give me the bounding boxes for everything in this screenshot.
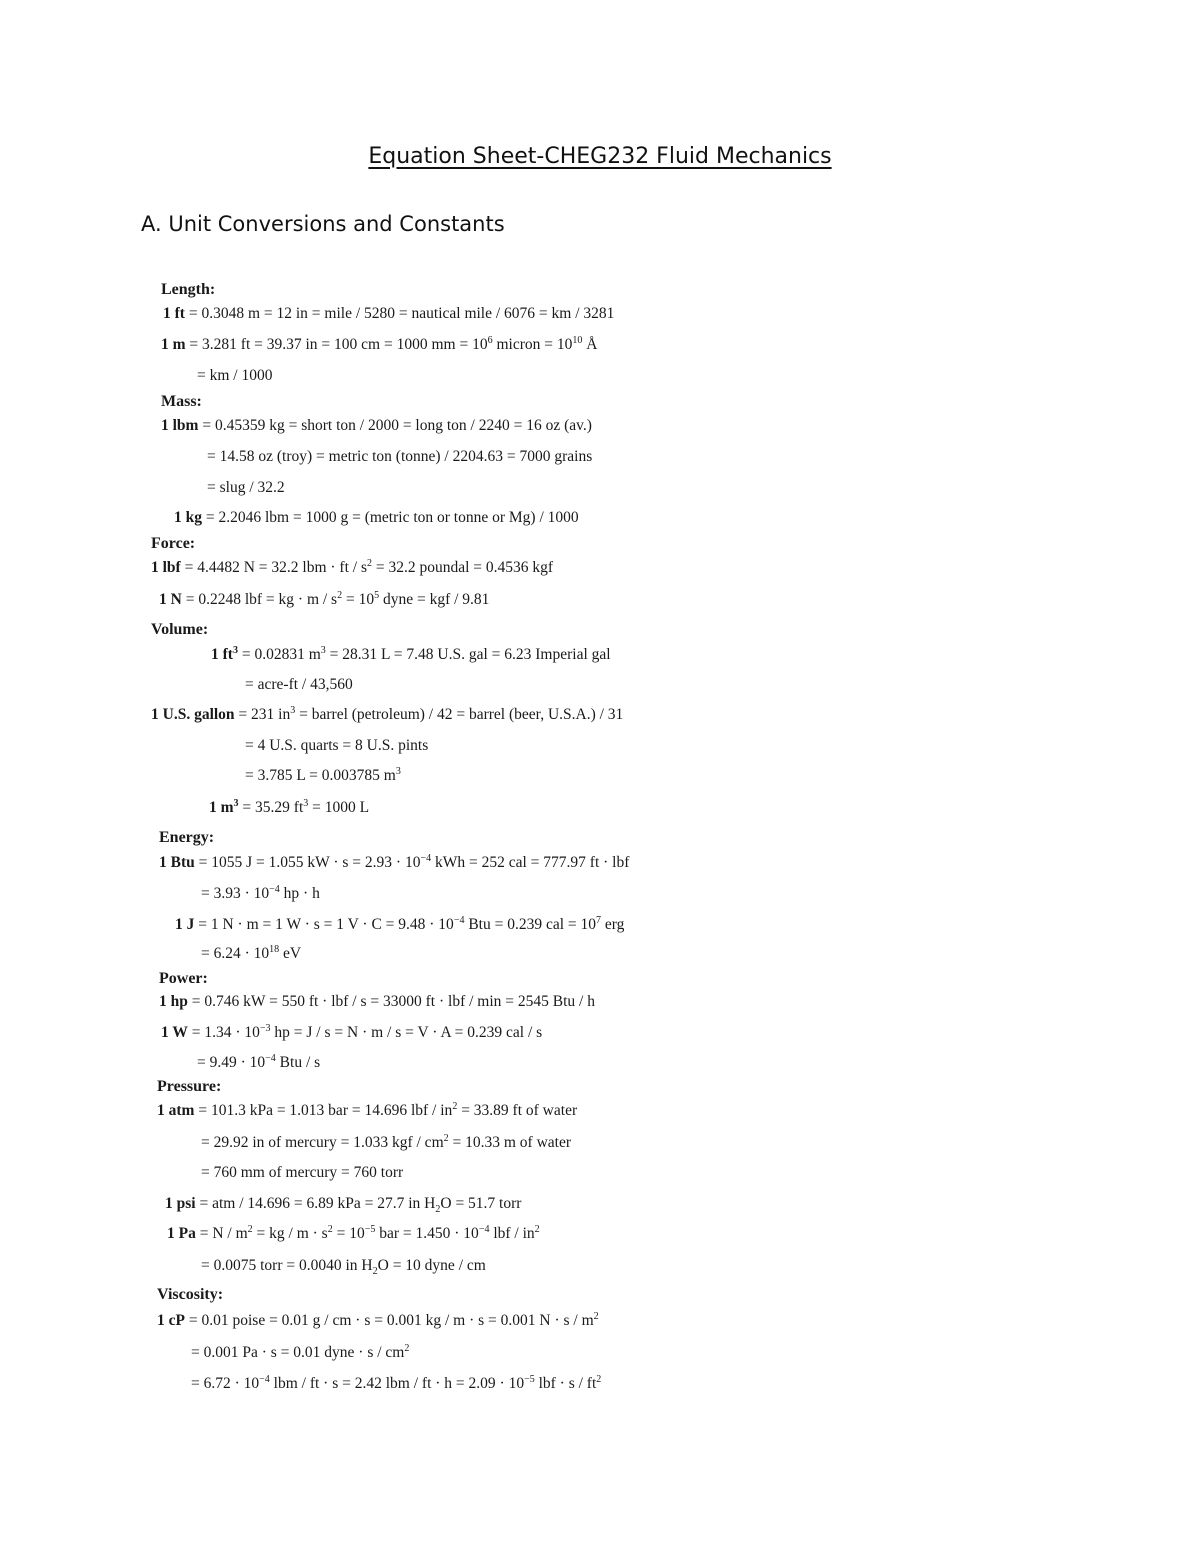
unit-label: 1 W [161,1024,188,1041]
equation-text: erg [601,916,625,933]
exponent: −5 [524,1373,535,1385]
conversion-line [201,945,301,963]
exponent: −5 [364,1223,376,1235]
equation-text: lbf · s / ft [534,1375,597,1392]
conversion-line [201,1134,571,1152]
conversion-line [161,1024,542,1042]
equation-text: O = 10 dyne / cm [377,1257,486,1274]
exponent: 2 [366,557,372,569]
equation-text: = km / 1000 [197,367,273,384]
exponent: −4 [420,852,432,864]
equation-text: = 3.281 ft = 39.37 in = 100 cm = 1000 mm = 10 [185,336,488,353]
conversion-line [207,448,592,466]
category-length: Length: [161,281,216,298]
conversion-line [209,799,369,817]
equation-text: = 0.0075 torr = 0.0040 in H [201,1257,373,1274]
unit-label: 1 N [159,591,182,608]
equation-text: = 101.3 kPa = 1.013 bar = 14.696 lbf / in [194,1102,453,1119]
equation-text: = 9.49 · 10 [197,1054,266,1071]
conversion-line [197,367,272,385]
equation-text: = 1000 L [308,799,370,816]
exponent: 2 [596,1373,602,1385]
exponent: 3 [232,644,238,656]
unit-label: 1 U.S. gallon [151,706,235,723]
equation-text: lbm / ft · s = 2.42 lbm / ft · h = 2.09 · 10 [269,1375,525,1392]
unit-label: 1 psi [165,1195,196,1212]
equation-text: = slug / 32.2 [207,479,285,496]
unit-label: 1 Btu [159,854,195,871]
exponent: 3 [303,797,309,809]
conversion-line [191,1375,601,1393]
unit-label: 1 ft [163,305,185,322]
equation-text: Å [582,336,598,353]
category-energy: Energy: [159,829,215,846]
unit-label: 1 m [209,799,234,816]
conversion-line [245,767,401,785]
equation-text: = 2.2046 lbm = 1000 g = (metric ton or tonne or Mg) / 1000 [202,509,579,526]
unit-label: 1 kg [174,509,202,526]
equation-text: bar = 1.450 · 10 [375,1225,479,1242]
subscript: 2 [372,1266,378,1278]
exponent: 3 [290,704,296,716]
unit-label: 1 ft [211,646,233,663]
unit-label: 1 cP [157,1312,185,1329]
equation-text: = 0.01 poise = 0.01 g / cm · s = 0.001 kg / m · s = 0.001 N · s / m [184,1312,594,1329]
conversion-line [165,1195,522,1216]
exponent: 2 [534,1223,540,1235]
equation-text: = 33.89 ft of water [457,1102,578,1119]
exponent: −4 [478,1223,490,1235]
equation-text: = 6.24 · 10 [201,945,270,962]
conversion-line [157,1102,577,1120]
conversion-line [245,676,353,694]
unit-label: 1 hp [159,993,188,1010]
category-volume: Volume: [151,621,209,638]
equation-text: = 1 N · m = 1 W · s = 1 V · C = 9.48 · 10 [194,916,454,933]
exponent: 3 [395,765,401,777]
conversion-line [163,305,614,323]
equation-text: = 1055 J = 1.055 kW · s = 2.93 · 10 [194,854,421,871]
equation-text: eV [279,945,302,962]
exponent: −4 [269,883,280,895]
equation-text: = 10 [332,1225,365,1242]
equation-text: micron = 10 [492,336,573,353]
equation-text: hp = J / s = N · m / s = V · A = 0.239 cal / s [270,1024,543,1041]
unit-label: 1 lbm [161,417,199,434]
unit-label: 1 lbf [151,559,181,576]
conversion-line [201,1164,403,1182]
unit-label: 1 atm [157,1102,195,1119]
equation-text: = 32.2 poundal = 0.4536 kgf [371,559,554,576]
equation-text: = 0.746 kW = 550 ft · lbf / s = 33000 ft · lbf / min = 2545 Btu / h [187,993,595,1010]
subscript: 2 [435,1204,441,1216]
exponent: 10 [572,334,583,346]
equation-text: = 4.4482 N = 32.2 lbm · ft / s [180,559,367,576]
exponent: 6 [487,334,493,346]
category-viscosity: Viscosity: [157,1286,224,1303]
exponent: 7 [596,914,602,926]
equation-text: = 1.34 · 10 [187,1024,260,1041]
equation-text: = 0.45359 kg = short ton / 2000 = long ton / 2240 = 16 oz (av.) [198,417,592,434]
equation-text: = 10.33 m of water [448,1134,572,1151]
exponent: 2 [404,1342,410,1354]
category-pressure: Pressure: [157,1078,222,1095]
equation-text: = 3.785 L = 0.003785 m [245,767,396,784]
equation-text: hp · h [279,885,320,902]
exponent: 5 [374,589,380,601]
equation-text: = 0.3048 m = 12 in = mile / 5280 = nautical mile / 6076 = km / 3281 [184,305,615,322]
equation-text: O = 51.7 torr [440,1195,522,1212]
conversion-line [245,737,428,755]
exponent: 2 [443,1132,449,1144]
category-power: Power: [159,970,208,987]
conversion-line [211,646,611,664]
equation-text: = 4 U.S. quarts = 8 U.S. pints [245,737,429,754]
exponent: 2 [452,1100,458,1112]
exponent: 2 [327,1223,333,1235]
unit-label: 1 m [161,336,186,353]
equation-text: = 29.92 in of mercury = 1.033 kgf / cm [201,1134,444,1151]
exponent: 18 [269,943,280,955]
exponent: −4 [265,1052,276,1064]
equation-text: = 3.93 · 10 [201,885,270,902]
equation-text: kWh = 252 cal = 777.97 ft · lbf [431,854,630,871]
unit-label: 1 J [175,916,195,933]
conversion-line [151,559,553,577]
conversion-line [151,706,623,724]
equation-text: Btu = 0.239 cal = 10 [464,916,597,933]
equation-text: = kg / m · s [252,1225,328,1242]
section-heading: A. Unit Conversions and Constants [141,212,505,236]
conversion-line [159,993,595,1011]
equation-text: = 6.72 · 10 [191,1375,260,1392]
equation-text: dyne = kgf / 9.81 [379,591,490,608]
conversion-line [175,916,624,934]
equation-text: Btu / s [275,1054,321,1071]
sheet-title: Equation Sheet-CHEG232 Fluid Mechanics [368,144,832,169]
conversion-line [159,591,489,609]
equation-text: = 0.2248 lbf = kg · m / s [181,591,338,608]
exponent: 3 [233,797,239,809]
conversion-line [167,1225,540,1243]
unit-label: 1 Pa [167,1225,196,1242]
conversion-line [159,854,629,872]
equation-text: = barrel (petroleum) / 42 = barrel (beer, U.S.A.) / 31 [295,706,624,723]
conversion-line [191,1344,409,1362]
exponent: 2 [247,1223,253,1235]
conversion-line [174,509,579,527]
category-mass: Mass: [161,393,202,410]
exponent: −4 [453,914,465,926]
conversion-line [201,1257,486,1278]
conversion-line [161,336,597,354]
conversion-line [161,417,592,435]
equation-text: = 10 [342,591,375,608]
equation-text: = 0.001 Pa · s = 0.01 dyne · s / cm [191,1344,405,1361]
equation-text: = 231 in [234,706,291,723]
exponent: 2 [337,589,343,601]
equation-text: = 14.58 oz (troy) = metric ton (tonne) / 2204.63 = 7000 grains [207,448,593,465]
equation-text: = 0.02831 m [237,646,321,663]
exponent: −4 [259,1373,270,1385]
exponent: 2 [593,1310,599,1322]
equation-text: = 28.31 L = 7.48 U.S. gal = 6.23 Imperial gal [325,646,611,663]
equation-text: = 35.29 ft [238,799,304,816]
conversion-line [201,885,320,903]
conversion-line [207,479,285,497]
equation-text: = 760 mm of mercury = 760 torr [201,1164,404,1181]
conversion-line [157,1312,599,1330]
conversion-line [197,1054,320,1072]
exponent: −3 [259,1022,271,1034]
equation-text: = N / m [195,1225,248,1242]
equation-text: = acre-ft / 43,560 [245,676,353,693]
equation-text: lbf / in [489,1225,535,1242]
equation-text: = atm / 14.696 = 6.89 kPa = 27.7 in H [195,1195,436,1212]
category-force: Force: [151,535,196,552]
exponent: 3 [320,644,326,656]
